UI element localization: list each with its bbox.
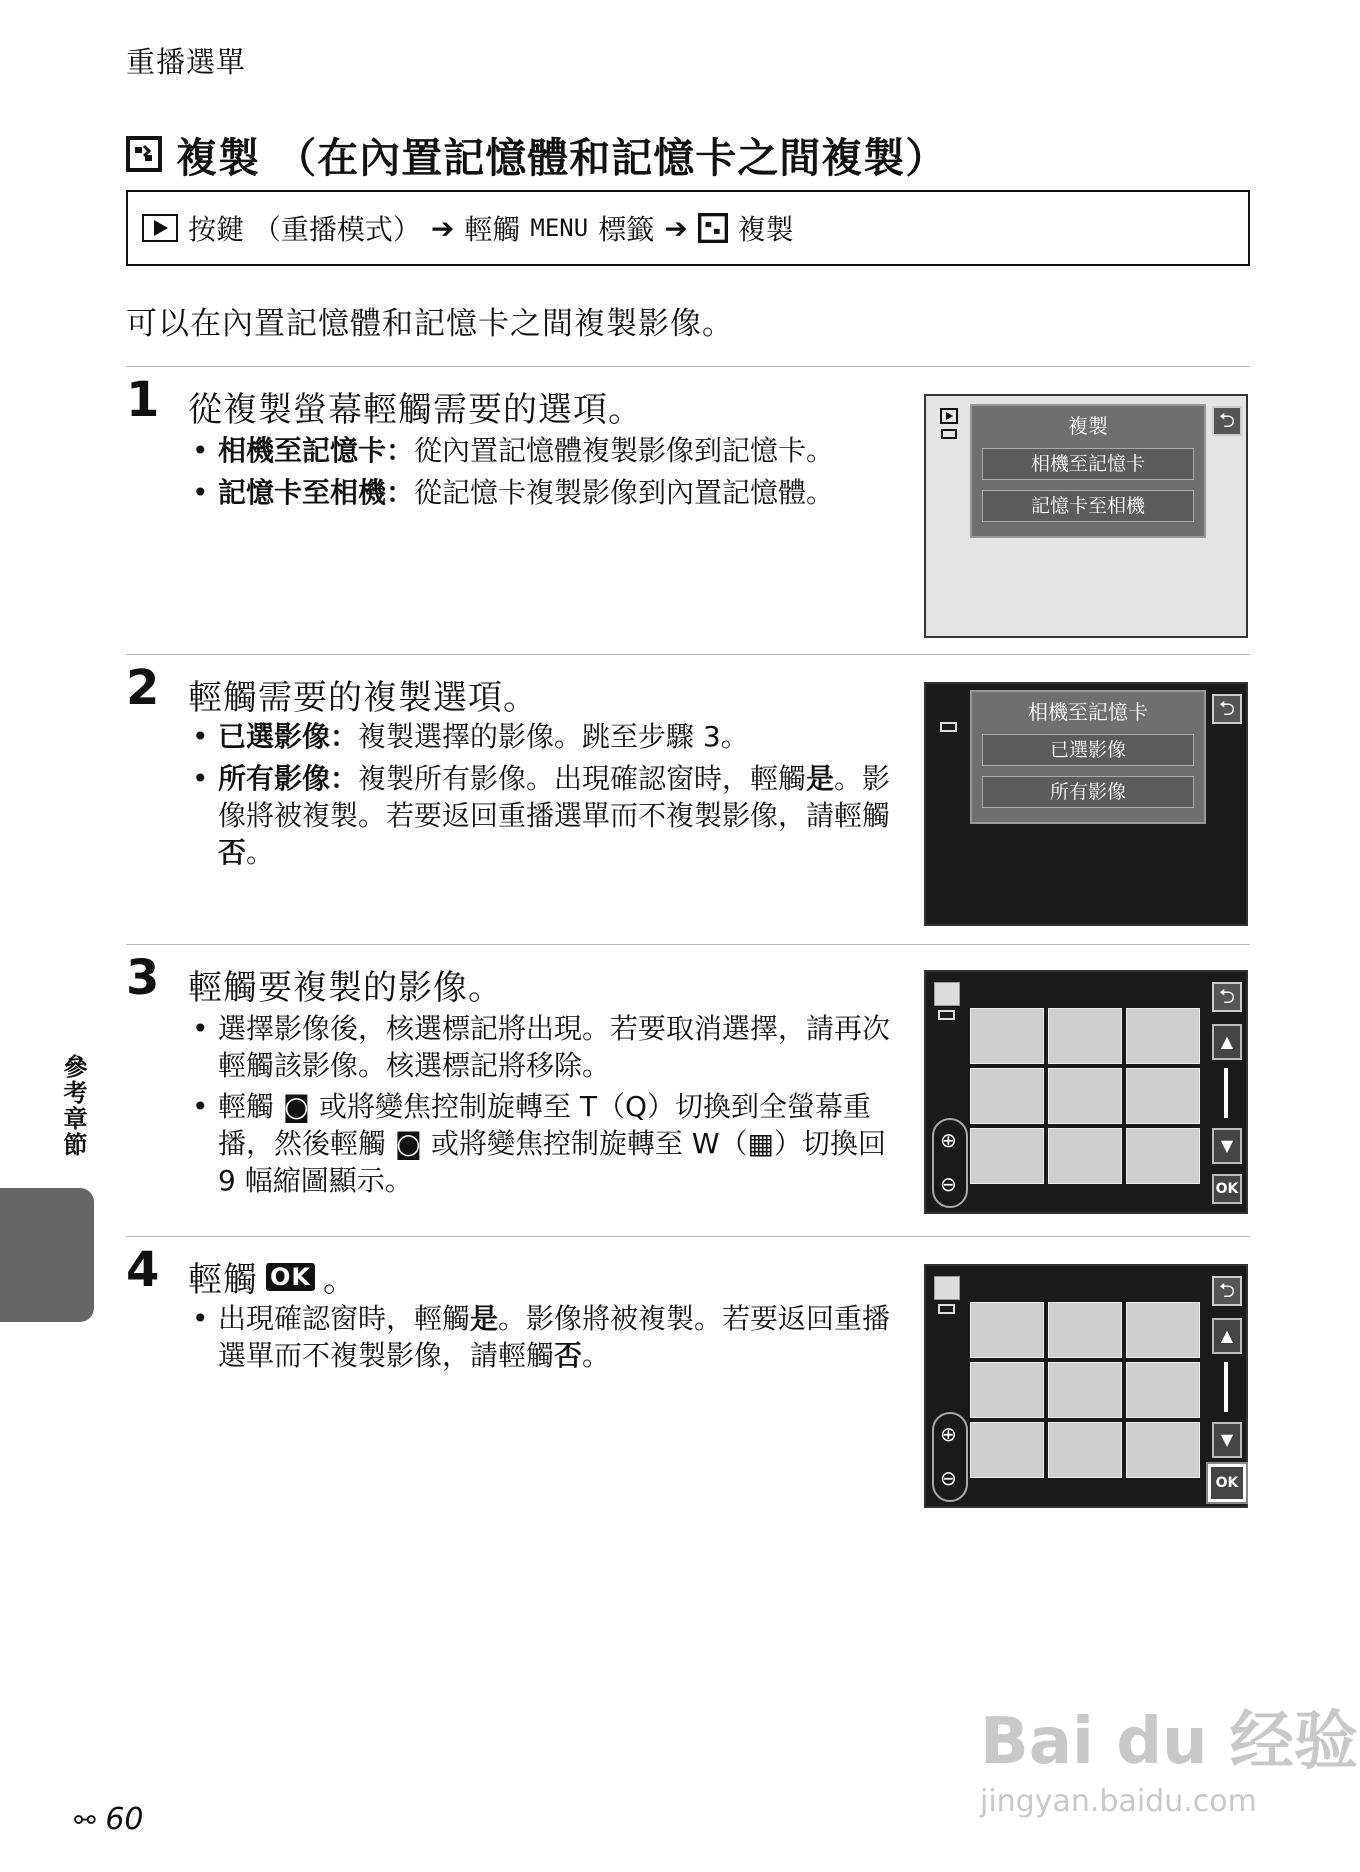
thumbnail[interactable] [1126, 1128, 1200, 1184]
divider [126, 1236, 1250, 1237]
option-selected-images[interactable]: 已選影像 [982, 734, 1194, 766]
path-menu-tag: MENU [530, 214, 589, 242]
zoom-out-icon[interactable]: ⊖ [940, 1172, 957, 1196]
scroll-down-button[interactable]: ▼ [1212, 1422, 1242, 1458]
thumbnail[interactable] [970, 1128, 1044, 1184]
thumbnail[interactable] [970, 1362, 1044, 1418]
thumbnail[interactable] [1048, 1008, 1122, 1064]
thumbnail[interactable] [1126, 1422, 1200, 1478]
page-number [74, 1802, 144, 1837]
ok-button[interactable]: OK [1212, 1174, 1242, 1204]
bullet-term: 記憶卡至相機： [218, 476, 415, 509]
scroll-up-button[interactable]: ▲ [1212, 1024, 1242, 1060]
bullet-item: • 記憶卡至相機：從記憶卡複製影像到內置記憶體。 [192, 476, 835, 509]
thumbnail[interactable] [1126, 1362, 1200, 1418]
back-button[interactable]: ⮌ [1212, 406, 1242, 436]
page-number-value: 60 [105, 1802, 144, 1837]
step-title-text: 輕觸 [188, 1260, 258, 1300]
copy-icon [126, 136, 162, 172]
bullet-item: • 已選影像：複製選擇的影像。跳至步驟 3。 [192, 720, 749, 753]
path-tab: 標籤 [598, 213, 655, 246]
path-touch: 輕觸 [464, 213, 521, 246]
ok-icon: OK [266, 1263, 315, 1291]
step-number: 4 [126, 1242, 160, 1298]
scrollbar[interactable] [1224, 1362, 1228, 1412]
zoom-in-icon[interactable]: ⊕ [940, 1128, 957, 1152]
camera-screen-thumbnails-ok [924, 1264, 1248, 1508]
step-title-end: 。 [323, 1260, 358, 1300]
bullet-term: 已選影像： [218, 720, 359, 753]
camera-screen-copy-options [924, 682, 1248, 926]
bullet-text: 。 [246, 836, 275, 869]
option-all-images[interactable]: 所有影像 [982, 776, 1194, 808]
thumbnail[interactable] [1048, 1422, 1122, 1478]
step-title: 從複製螢幕輕觸需要的選項。 [188, 390, 643, 430]
ok-button-highlighted[interactable]: OK [1208, 1464, 1246, 1502]
zoom-in-icon[interactable]: ⊕ [940, 1422, 957, 1446]
thumbnail[interactable] [1048, 1302, 1122, 1358]
watermark-url: jingyan.baidu.com [980, 1784, 1257, 1819]
scrollbar[interactable] [1224, 1068, 1228, 1118]
bullet-item: • 選擇影像後，核選標記將出現。若要取消選擇，請再次輕觸該影像。核選標記將移除。 [192, 1012, 891, 1082]
zoom-out-icon[interactable]: ⊖ [940, 1466, 957, 1490]
thumbnail[interactable] [1048, 1068, 1122, 1124]
thumbnail[interactable] [970, 1008, 1044, 1064]
option-card-to-camera[interactable]: 記憶卡至相機 [982, 490, 1194, 522]
divider [126, 654, 1250, 655]
navigation-path [126, 190, 1250, 266]
bullet-item: • 相機至記憶卡：從內置記憶體複製影像到記憶卡。 [192, 434, 835, 467]
bullet-text: 輕觸 ◙ 或將變焦控制旋轉至 T（Q）切換到全螢幕重播，然後輕觸 ◙ 或將變焦控制旋轉至 W（▦）切換回 9 幅縮圖顯示。 [218, 1090, 887, 1197]
bullet-term: 相機至記憶卡： [218, 434, 415, 467]
playback-mode-icon [940, 408, 960, 440]
thumbnail[interactable] [970, 1422, 1044, 1478]
playback-button-icon [142, 214, 178, 242]
watermark-brand: Bai du 经验 [980, 1705, 1358, 1779]
running-head: 重播選單 [126, 45, 247, 79]
back-button[interactable]: ⮌ [1212, 694, 1242, 724]
thumbnail[interactable] [1126, 1008, 1200, 1064]
camera-screen-thumbnails [924, 970, 1248, 1214]
bullet-text: 從內置記憶體複製影像到記憶卡。 [414, 434, 835, 467]
intro-text: 可以在內置記憶體和記憶卡之間複製影像。 [126, 306, 734, 342]
bullet-term: 所有影像： [218, 762, 359, 795]
thumbnail[interactable] [1126, 1068, 1200, 1124]
zoom-control [932, 1412, 968, 1502]
copy-icon [698, 213, 728, 243]
thumbnail[interactable] [1048, 1362, 1122, 1418]
copy-options-panel [970, 690, 1206, 824]
thumbnail[interactable] [1126, 1302, 1200, 1358]
bullet-text: 複製選擇的影像。跳至步驟 3。 [358, 720, 749, 753]
memory-icon [938, 1304, 956, 1314]
step-title: 輕觸要複製的影像。 [188, 968, 503, 1008]
thumbnail[interactable] [970, 1302, 1044, 1358]
zoom-control [932, 1118, 968, 1208]
memory-icon [940, 722, 958, 732]
bullet-text: 複製所有影像。出現確認窗時，輕觸 [358, 762, 807, 795]
copy-menu-panel [970, 404, 1206, 538]
divider [126, 366, 1250, 367]
step-number: 2 [126, 660, 160, 716]
bullet-item: • 輕觸 ◙ 或將變焦控制旋轉至 T（Q）切換到全螢幕重播，然後輕觸 ◙ 或將變焦控制旋轉至 W（▦）切換回 9 幅縮圖顯示。 [192, 1088, 892, 1199]
bullet-text: 。 [582, 1339, 611, 1372]
bullet-text: 出現確認窗時，輕觸 [218, 1302, 471, 1335]
menu-header: 複製 [1068, 414, 1108, 438]
path-arrow-icon: ➔ [430, 211, 455, 245]
chapter-side-label: 參考章節 [59, 1054, 87, 1158]
bullet-yes: 是 [806, 762, 835, 795]
path-target: 複製 [737, 213, 794, 246]
bullet-item: • 出現確認窗時，輕觸是。影像將被複製。若要返回重播選單而不複製影像，請輕觸否。 [192, 1302, 891, 1372]
check-mark-icon [934, 982, 960, 1006]
step-title: 輕觸需要的複製選項。 [188, 678, 538, 718]
thumbnail[interactable] [970, 1068, 1044, 1124]
bullet-text: 。影像將被複製。若要返回重播選單而不複製影像，請輕觸 [218, 762, 891, 832]
bullet-no: 否 [218, 836, 247, 869]
bullet-text: 選擇影像後，核選標記將出現。若要取消選擇，請再次輕觸該影像。核選標記將移除。 [218, 1012, 891, 1082]
step-number: 3 [126, 950, 160, 1006]
step-number: 1 [126, 372, 160, 428]
chapter-tab [0, 1188, 94, 1322]
menu-header: 相機至記憶卡 [1028, 700, 1148, 724]
scroll-down-button[interactable]: ▼ [1212, 1128, 1242, 1164]
bullet-no: 否 [554, 1339, 583, 1372]
camera-screen-copy-menu [924, 394, 1248, 638]
back-button[interactable]: ⮌ [1212, 982, 1242, 1012]
check-mark-icon [934, 1276, 960, 1300]
bullet-item: • 所有影像：複製所有影像。出現確認窗時，輕觸是。影像將被複製。若要返回重播選單而不複製影像，請輕觸否。 [192, 762, 891, 869]
page-title: 複製 （在內置記憶體和記憶卡之間複製） [176, 133, 948, 182]
bullet-text: 。影像將被複製。若要返回重播選單而不複製影像，請輕觸 [218, 1302, 891, 1372]
scroll-up-button[interactable]: ▲ [1212, 1318, 1242, 1354]
bullet-yes: 是 [470, 1302, 499, 1335]
divider [126, 944, 1250, 945]
page-title-row [126, 126, 947, 182]
option-camera-to-card[interactable]: 相機至記憶卡 [982, 448, 1194, 480]
thumbnail[interactable] [1048, 1128, 1122, 1184]
memory-icon [938, 1010, 956, 1020]
bullet-text: 從記憶卡複製影像到內置記憶體。 [414, 476, 835, 509]
path-key: 按鍵 （重播模式） [188, 213, 421, 246]
step-title [188, 1252, 358, 1301]
reference-icon: ⚯ [74, 1806, 96, 1836]
back-button[interactable]: ⮌ [1212, 1276, 1242, 1306]
path-arrow-icon: ➔ [664, 211, 688, 245]
